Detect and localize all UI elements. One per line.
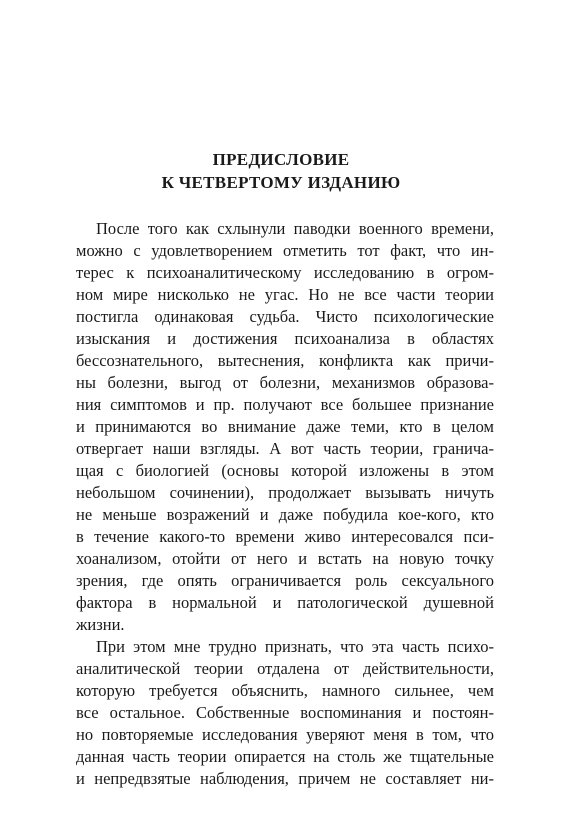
chapter-title-line-2: К ЧЕТВЕРТОМУ ИЗДАНИЮ — [161, 173, 401, 192]
paragraph-1-line: и принимаются во внимание даже теми, кто в целом — [76, 417, 494, 436]
paragraph-1-line: изыскания и достижения психоанализа в областях — [76, 329, 494, 348]
paragraph-1-line: щая с биологией (основы которой изложены в этом — [76, 461, 494, 480]
paragraph-1-line: хоанализом, отойти от него и встать на новую точку — [76, 549, 494, 568]
chapter-title-line-1: ПРЕДИСЛОВИЕ — [212, 150, 350, 169]
paragraph-1-line: постигла одинаковая судьба. Чисто психологические — [76, 307, 494, 326]
paragraph-1-line: не меньше возражений и даже побудила кое-кого, кто — [76, 505, 494, 524]
paragraph-2-line: При этом мне трудно признать, что эта часть психо- — [96, 637, 494, 656]
paragraph-2-line: которую требуется объяснить, намного сильнее, чем — [76, 681, 494, 700]
paragraph-1-line: жизни. — [76, 615, 125, 634]
paragraph-1-line: бессознательного, вытеснения, конфликта как причи- — [76, 351, 494, 370]
paragraph-1-line: фактора в нормальной и патологической душевной — [76, 593, 494, 612]
paragraph-2-line: и непредвзятые наблюдения, причем не составляет ни- — [76, 769, 494, 788]
paragraph-1-line: терес к психоаналитическому исследованию в огром- — [76, 263, 494, 282]
paragraph-1-line: После того как схлынули паводки военного времени, — [96, 219, 494, 238]
paragraph-1-line: в течение какого-то времени живо интересовался пси- — [76, 527, 494, 546]
paragraph-1-line: ны болезни, выгод от болезни, механизмов образова- — [76, 373, 494, 392]
paragraph-2-line: все остальное. Собственные воспоминания и постоян- — [76, 703, 494, 722]
paragraph-1-line: зрения, где опять ограничивается роль сексуального — [76, 571, 494, 590]
paragraph-2-line: данная часть теории опирается на столь же тщательные — [76, 747, 494, 766]
paragraph-1-line: небольшом сочинении), продолжает вызывать ничуть — [76, 483, 494, 502]
paragraph-2-line: но повторяемые исследования уверяют меня в том, что — [76, 725, 494, 744]
paragraph-1-line: ния симптомов и пр. получают все большее признание — [76, 395, 494, 414]
paragraph-1-line: отвергает наши взгляды. А вот часть теории, гранича- — [76, 439, 494, 458]
paragraph-2-line: аналитической теории отдалена от действительности, — [76, 659, 494, 678]
paragraph-1-line: можно с удовлетворением отметить тот факт, что ин- — [76, 241, 494, 260]
paragraph-1-line: ном мире нисколько не угас. Но не все части теории — [76, 285, 494, 304]
